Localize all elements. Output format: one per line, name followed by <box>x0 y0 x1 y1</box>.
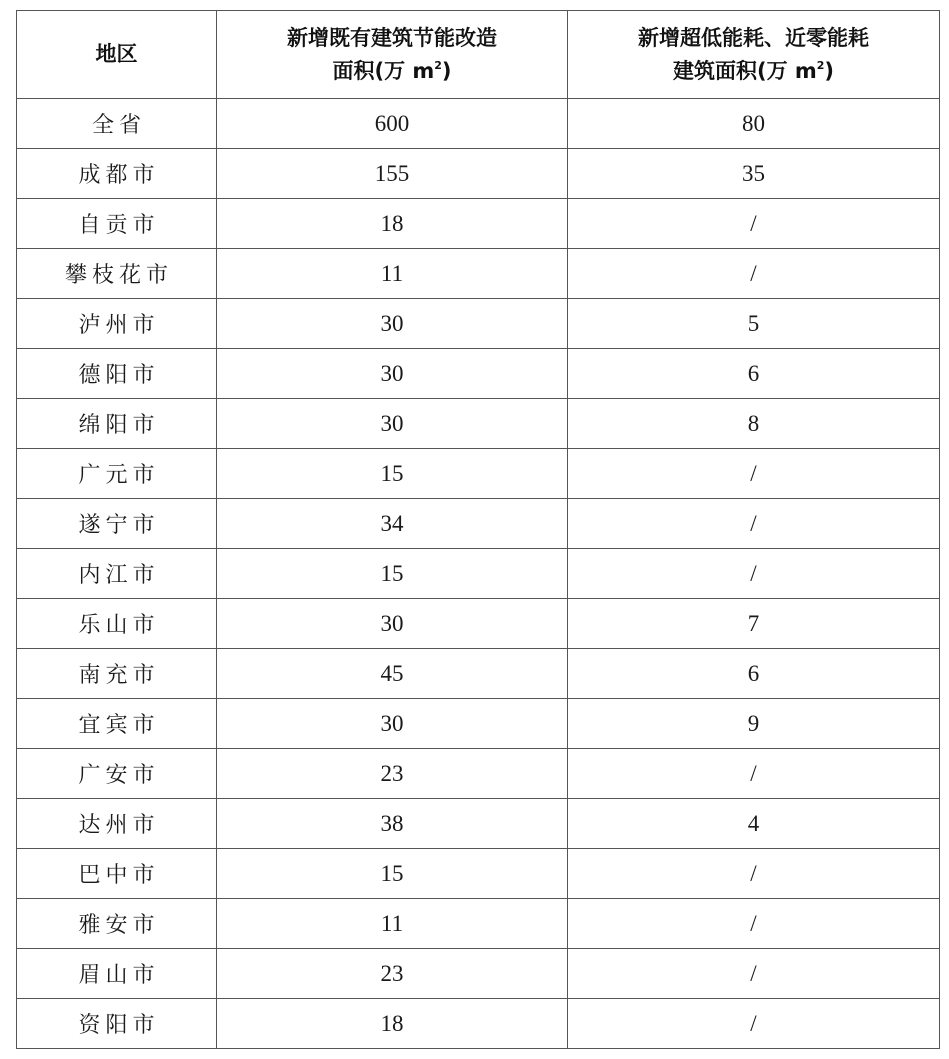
table-row <box>17 899 940 949</box>
table-row <box>17 449 940 499</box>
building-energy-table <box>16 10 940 1049</box>
header-retrofit-sup: 2 <box>434 58 442 72</box>
cell-retrofit: 15 <box>217 449 568 499</box>
cell-retrofit: 23 <box>217 749 568 799</box>
cell-ultra-low: 5 <box>568 299 940 349</box>
cell-retrofit: 30 <box>217 399 568 449</box>
cell-retrofit: 18 <box>217 199 568 249</box>
table-body <box>17 99 940 1049</box>
table-header <box>17 11 940 99</box>
cell-region: 资阳市 <box>17 999 217 1049</box>
header-retrofit-area <box>217 11 568 99</box>
cell-region: 攀枝花市 <box>17 249 217 299</box>
cell-ultra-low: 80 <box>568 99 940 149</box>
table-row <box>17 499 940 549</box>
header-region-label: 地区 <box>95 42 138 66</box>
cell-region: 遂宁市 <box>17 499 217 549</box>
header-retrofit-unit: 面积(万 m <box>332 58 435 83</box>
cell-region: 乐山市 <box>17 599 217 649</box>
header-retrofit-line2 <box>217 55 567 88</box>
table-row <box>17 649 940 699</box>
table-row <box>17 149 940 199</box>
cell-retrofit: 15 <box>217 549 568 599</box>
table-row <box>17 699 940 749</box>
header-row <box>17 11 940 99</box>
cell-retrofit: 30 <box>217 349 568 399</box>
table-row <box>17 99 940 149</box>
cell-ultra-low: 6 <box>568 349 940 399</box>
cell-region: 全省 <box>17 99 217 149</box>
header-ultra-low-close: ) <box>824 58 835 83</box>
header-ultra-low-line2 <box>568 55 939 88</box>
cell-region: 德阳市 <box>17 349 217 399</box>
cell-ultra-low: / <box>568 949 940 999</box>
cell-region: 广安市 <box>17 749 217 799</box>
cell-ultra-low: / <box>568 499 940 549</box>
table-row <box>17 749 940 799</box>
header-retrofit-close: ) <box>441 58 452 83</box>
header-ultra-low-line1: 新增超低能耗、近零能耗 <box>638 25 869 50</box>
cell-region: 南充市 <box>17 649 217 699</box>
cell-ultra-low: / <box>568 999 940 1049</box>
cell-ultra-low: 8 <box>568 399 940 449</box>
table-row <box>17 949 940 999</box>
header-ultra-low-area <box>568 11 940 99</box>
cell-retrofit: 30 <box>217 599 568 649</box>
cell-region: 雅安市 <box>17 899 217 949</box>
cell-ultra-low: / <box>568 849 940 899</box>
cell-region: 眉山市 <box>17 949 217 999</box>
cell-ultra-low: / <box>568 449 940 499</box>
cell-retrofit: 38 <box>217 799 568 849</box>
table-row <box>17 799 940 849</box>
cell-region: 广元市 <box>17 449 217 499</box>
cell-region: 自贡市 <box>17 199 217 249</box>
cell-ultra-low: / <box>568 899 940 949</box>
cell-retrofit: 155 <box>217 149 568 199</box>
cell-ultra-low: 35 <box>568 149 940 199</box>
table-row <box>17 249 940 299</box>
cell-region: 成都市 <box>17 149 217 199</box>
cell-ultra-low: / <box>568 749 940 799</box>
cell-ultra-low: / <box>568 199 940 249</box>
table-row <box>17 999 940 1049</box>
cell-ultra-low: / <box>568 249 940 299</box>
cell-retrofit: 34 <box>217 499 568 549</box>
header-ultra-low-sup: 2 <box>816 58 825 72</box>
cell-region: 宜宾市 <box>17 699 217 749</box>
table-row <box>17 299 940 349</box>
table-row <box>17 349 940 399</box>
cell-ultra-low: 4 <box>568 799 940 849</box>
table-row <box>17 399 940 449</box>
header-region <box>17 11 217 99</box>
cell-ultra-low: 6 <box>568 649 940 699</box>
cell-retrofit: 45 <box>217 649 568 699</box>
cell-retrofit: 15 <box>217 849 568 899</box>
cell-region: 绵阳市 <box>17 399 217 449</box>
cell-ultra-low: 9 <box>568 699 940 749</box>
cell-retrofit: 11 <box>217 899 568 949</box>
cell-retrofit: 600 <box>217 99 568 149</box>
cell-region: 达州市 <box>17 799 217 849</box>
data-table-container <box>16 10 939 1049</box>
cell-retrofit: 23 <box>217 949 568 999</box>
table-row <box>17 199 940 249</box>
cell-region: 内江市 <box>17 549 217 599</box>
table-row <box>17 549 940 599</box>
cell-region: 泸州市 <box>17 299 217 349</box>
table-row <box>17 599 940 649</box>
cell-retrofit: 30 <box>217 299 568 349</box>
cell-retrofit: 30 <box>217 699 568 749</box>
cell-retrofit: 11 <box>217 249 568 299</box>
cell-region: 巴中市 <box>17 849 217 899</box>
cell-retrofit: 18 <box>217 999 568 1049</box>
table-row <box>17 849 940 899</box>
header-ultra-low-unit: 建筑面积(万 m <box>672 58 817 83</box>
cell-ultra-low: / <box>568 549 940 599</box>
header-retrofit-line1: 新增既有建筑节能改造 <box>287 25 497 50</box>
cell-ultra-low: 7 <box>568 599 940 649</box>
